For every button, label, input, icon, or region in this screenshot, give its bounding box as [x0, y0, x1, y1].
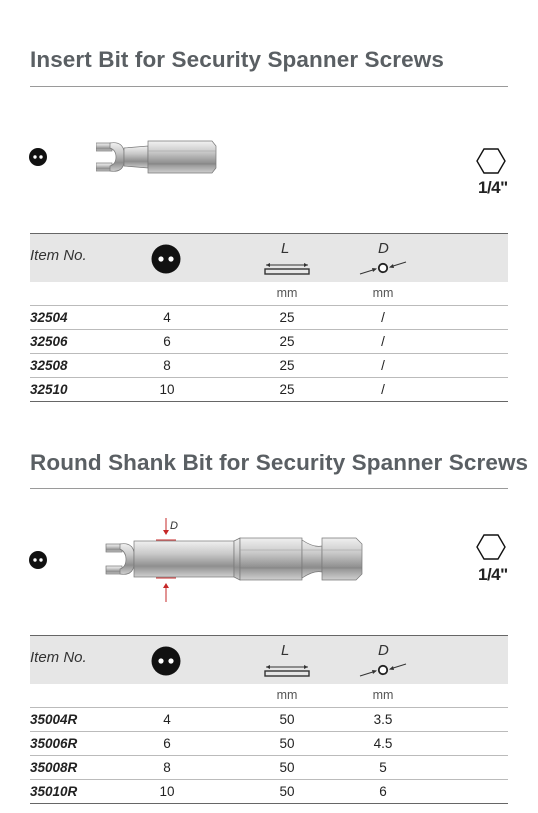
title-rule [30, 488, 508, 489]
size-value: 6 [163, 736, 171, 751]
size-value: 8 [163, 358, 171, 373]
length-value: 50 [279, 784, 295, 799]
length-symbol: L [281, 642, 290, 659]
length-value: 25 [279, 334, 295, 349]
diameter-icon [356, 642, 410, 680]
size-value: 10 [159, 382, 175, 397]
diameter-value: / [381, 310, 385, 325]
item-number: 35010R [30, 784, 78, 799]
length-unit: mm [276, 688, 298, 702]
length-unit: mm [276, 286, 298, 300]
diameter-value: 4.5 [373, 736, 393, 751]
header-item-no: Item No. [30, 247, 87, 264]
length-value: 25 [279, 310, 295, 325]
size-value: 8 [163, 760, 171, 775]
title-rule [30, 86, 508, 87]
item-number: 32510 [30, 382, 68, 397]
section-title: Insert Bit for Security Spanner Screws [30, 47, 444, 72]
spanner-drive-icon [29, 148, 47, 166]
table-row [30, 780, 508, 804]
units-row [30, 281, 508, 306]
diameter-value: / [381, 334, 385, 349]
diameter-unit: mm [372, 286, 394, 300]
item-number: 35004R [30, 712, 78, 727]
diameter-value: 3.5 [373, 712, 393, 727]
table-row [30, 756, 508, 780]
table-row [30, 330, 508, 354]
length-value: 50 [279, 760, 295, 775]
table-row [30, 354, 508, 378]
round-shank-bit-image [104, 518, 366, 604]
size-value: 10 [159, 784, 175, 799]
length-value: 25 [279, 358, 295, 373]
diameter-value: 5 [379, 760, 387, 775]
length-value: 50 [279, 712, 295, 727]
diameter-value: / [381, 382, 385, 397]
length-value: 50 [279, 736, 295, 751]
diameter-symbol: D [378, 240, 389, 257]
size-value: 4 [163, 310, 171, 325]
table-row [30, 306, 508, 330]
spanner-drive-icon [29, 551, 47, 569]
drive-size-label: 1/4" [478, 178, 508, 197]
section-title: Round Shank Bit for Security Spanner Screws [30, 450, 529, 475]
diameter-value: 6 [379, 784, 387, 799]
diameter-symbol: D [378, 642, 389, 659]
diameter-value: / [381, 358, 385, 373]
diameter-unit: mm [372, 688, 394, 702]
hex-shank-icon [476, 148, 506, 174]
header-item-no: Item No. [30, 649, 87, 666]
length-symbol: L [281, 240, 290, 257]
table-row [30, 732, 508, 756]
length-value: 25 [279, 382, 295, 397]
item-number: 32506 [30, 334, 68, 349]
insert-bit-image [96, 138, 218, 176]
item-number: 32504 [30, 310, 68, 325]
units-row [30, 683, 508, 708]
spanner-drive-icon [151, 646, 181, 676]
size-value: 4 [163, 712, 171, 727]
table-header [30, 635, 508, 684]
drive-size-label: 1/4" [478, 565, 508, 584]
table-row [30, 378, 508, 402]
length-icon [264, 240, 310, 278]
table-row [30, 708, 508, 732]
item-number: 35008R [30, 760, 78, 775]
diagram-diameter-label: D [170, 520, 178, 532]
size-value: 6 [163, 334, 171, 349]
diameter-icon [356, 240, 410, 278]
item-number: 35006R [30, 736, 78, 751]
length-icon [264, 642, 310, 680]
table-header [30, 233, 508, 282]
hex-shank-icon [476, 534, 506, 560]
item-number: 32508 [30, 358, 68, 373]
spanner-drive-icon [151, 244, 181, 274]
